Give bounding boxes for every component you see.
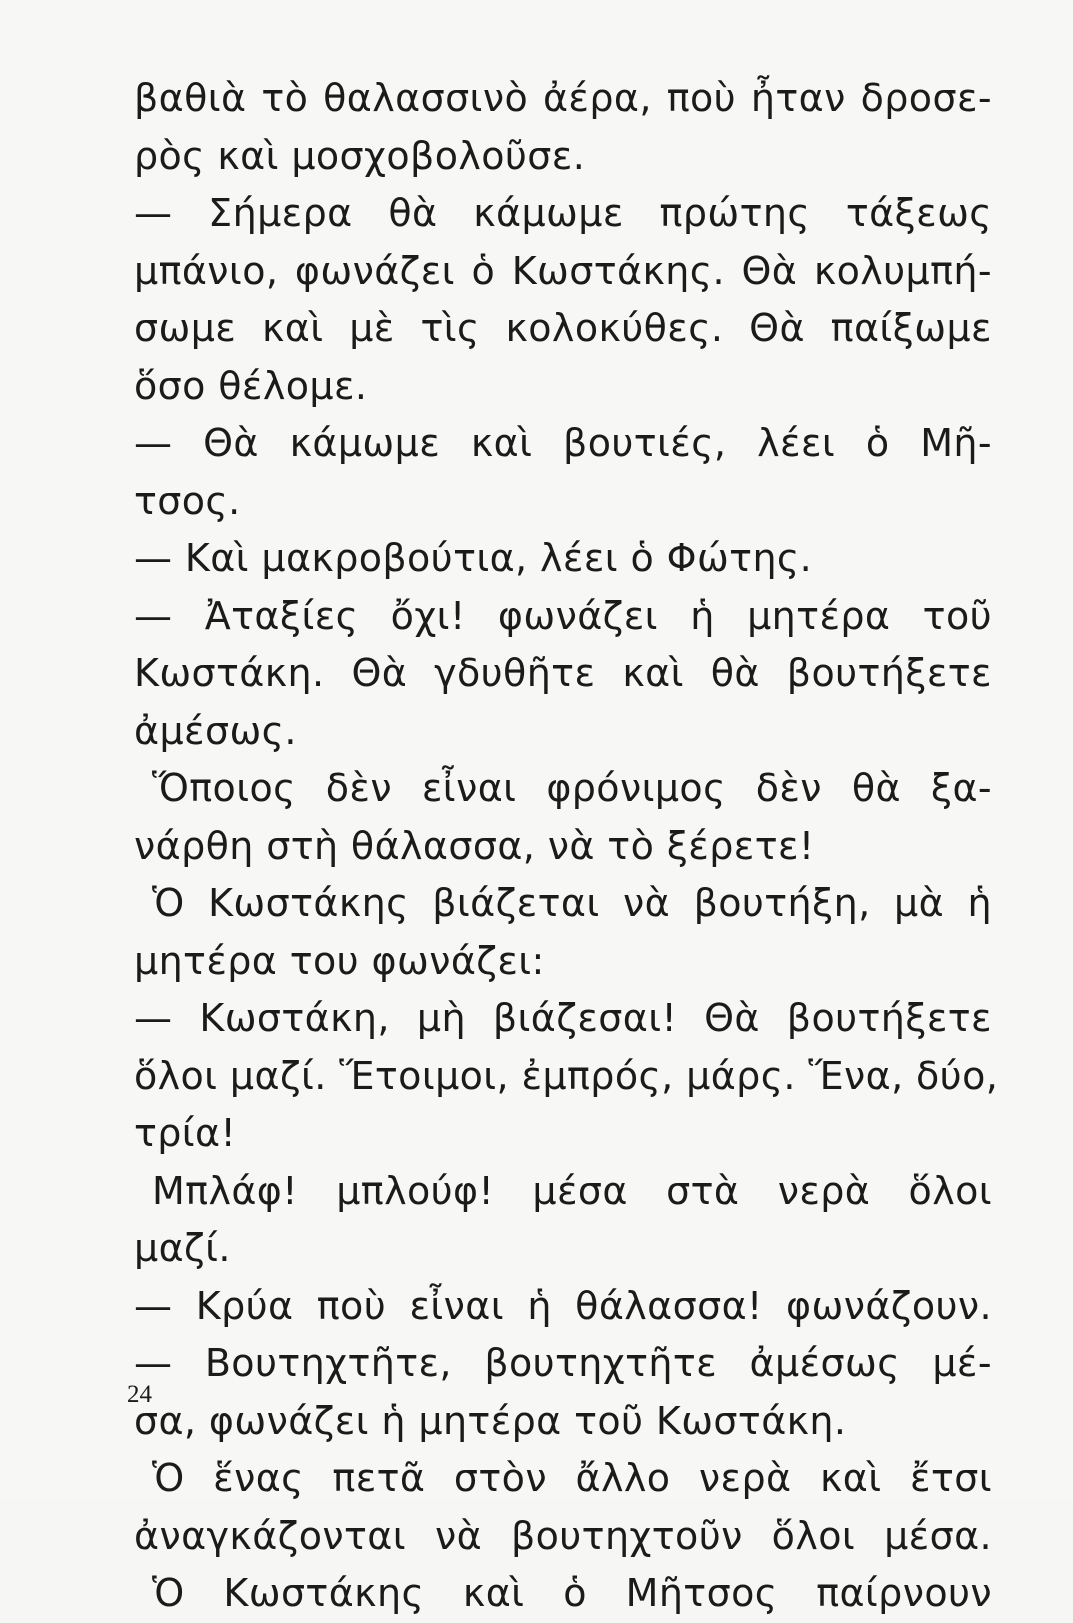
text-line: — Καὶ μακροβούτια, λέει ὁ Φώτης. <box>134 536 813 580</box>
text-line: τσος. <box>134 478 241 523</box>
text-line: — Σήμερα θὰ κάμωμε πρώτης τάξεως <box>134 191 992 235</box>
text-line: Ὅποιος δὲν εἶναι φρόνιμος δὲν θὰ ξα- <box>152 766 992 810</box>
text-line: — Κρύα ποὺ εἶναι ἡ θάλασσα! φωνάζουν. <box>134 1283 992 1328</box>
text-line: μητέρα του φωνάζει: <box>134 938 545 983</box>
text-line: ὅσο θέλομε. <box>134 363 368 408</box>
text-line: ἀναγκάζονται νὰ βουτηχτοῦν ὅλοι μέσα. <box>134 1513 992 1558</box>
text-line: Ὁ ἕνας πετᾶ στὸν ἄλλο νερὰ καὶ ἔτσι <box>152 1456 992 1500</box>
text-line: ὅλοι μαζί. Ἕτοιμοι, ἐμπρός, μάρς. Ἕνα, δύο, <box>134 1053 999 1098</box>
page-number: 24 <box>127 1381 152 1408</box>
text-line: — Ἀταξίες ὄχι! φωνάζει ἡ μητέρα τοῦ <box>134 593 992 638</box>
text-line: μπάνιο, φωνάζει ὁ Κωστάκης. Θὰ κολυμπή- <box>134 248 992 293</box>
text-line: σωμε καὶ μὲ τὶς κολοκύθες. Θὰ παίξωμε <box>134 306 992 350</box>
text-line: νάρθη στὴ θάλασσα, νὰ τὸ ξέρετε! <box>134 823 815 868</box>
text-line: ρὸς καὶ μοσχοβολοῦσε. <box>134 133 586 178</box>
text-line: Ὁ Κωστάκης βιάζεται νὰ βουτήξη, μὰ ἡ <box>152 881 992 925</box>
text-line: τρία! <box>134 1111 237 1155</box>
text-line: Κωστάκη. Θὰ γδυθῆτε καὶ θὰ βουτήξετε <box>134 651 992 695</box>
body-text <box>134 70 999 1623</box>
text-line: — Θὰ κάμωμε καὶ βουτιές, λέει ὁ Μῆ- <box>134 421 992 465</box>
text-line: — Βουτηχτῆτε, βουτηχτῆτε ἀμέσως μέ- <box>134 1341 992 1385</box>
text-line: ἀμέσως. <box>134 708 297 753</box>
text-line: μαζί. <box>134 1226 231 1270</box>
text-line: Μπλάφ! μπλούφ! μέσα στὰ νερὰ ὅλοι <box>152 1168 992 1213</box>
text-line: βαθιὰ τὸ θαλασσινὸ ἀέρα, ποὺ ἦταν δροσε- <box>134 76 992 120</box>
text-line: — Κωστάκη, μὴ βιάζεσαι! Θὰ βουτήξετε <box>134 996 992 1040</box>
text-line: Ὁ Κωστάκης καὶ ὁ Μῆτσος παίρνουν <box>152 1571 992 1615</box>
text-line: σα, φωνάζει ἡ μητέρα τοῦ Κωστάκη. <box>134 1398 847 1443</box>
